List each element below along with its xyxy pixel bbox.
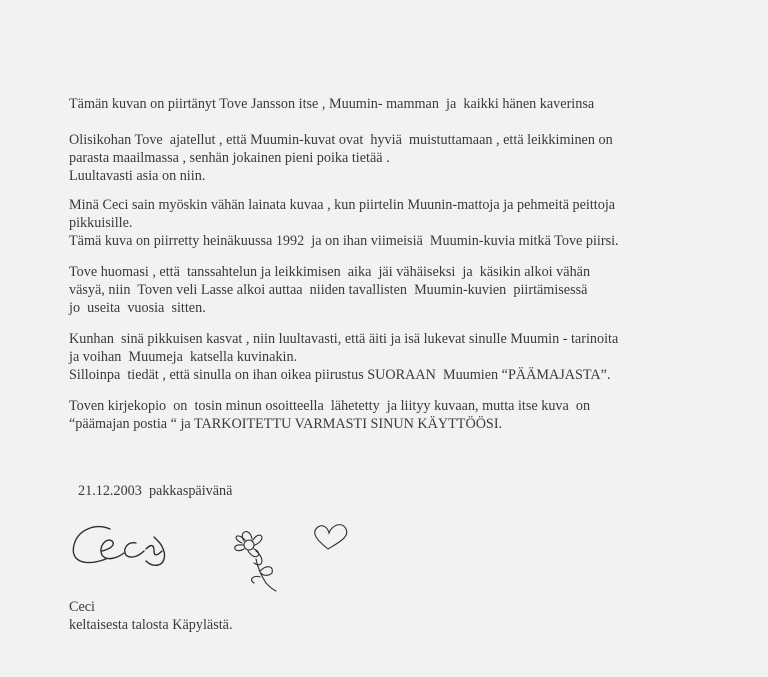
paragraph-line: Silloinpa tiedät , että sinulla on ihan oikea piirustus SUORAAN Muumien “PÄÄMAJASTA”. (69, 367, 611, 383)
sender-block (69, 598, 233, 634)
paragraph-3 (69, 196, 749, 250)
signature-letter-i (146, 546, 162, 555)
paragraph-line: ja voihan Muumeja katsella kuvinakin. (69, 349, 298, 365)
paragraph-line: Olisikohan Tove ajatellut , että Muumin-kuvat ovat hyviä muistuttamaan , että leikkiminen on (69, 132, 613, 148)
paragraph-line: Kunhan sinä pikkuisen kasvat , niin luultavasti, että äiti ja isä lukevat sinulle Muumin - tarinoita (69, 331, 619, 347)
flower-doodle-icon (235, 532, 276, 591)
paragraph-2 (69, 131, 749, 185)
paragraph-line: pikkuisille. (69, 215, 133, 231)
paragraph-6 (69, 397, 749, 433)
paragraph-line: Tämän kuvan on piirtänyt Tove Jansson itse , Muumin- mamman ja kaikki hänen kaverinsa (69, 96, 595, 112)
letter-date: 21.12.2003 pakkaspäivänä (78, 483, 233, 499)
paragraph-line: Luultavasti asia on niin. (69, 168, 206, 184)
paragraph-line: parasta maailmassa , senhän jokainen pieni poika tietää . (69, 150, 390, 166)
paragraph-line: Tove huomasi , että tanssahtelun ja leikkimisen aika jäi vähäiseksi ja käsikin alkoi vähän (69, 264, 591, 280)
paragraph-line: Minä Ceci sain myöskin vähän lainata kuvaa , kun piirtelin Muunin-mattoja ja pehmeitä peittoja (69, 197, 616, 213)
paragraph-4 (69, 263, 749, 317)
signature-letter-e (101, 540, 124, 559)
paragraph-line: “päämajan postia “ ja TARKOITETTU VARMASTI SINUN KÄYTTÖÖSI. (69, 416, 503, 432)
handwritten-signature (66, 515, 366, 595)
paragraph-line: väsyä, niin Toven veli Lasse alkoi auttaa niiden tavallisten Muumin-kuvien piirtämisessä (69, 282, 588, 298)
paragraph-5 (69, 330, 749, 384)
paragraph-line: Tämä kuva on piirretty heinäkuussa 1992 ja on ihan viimeisiä Muumin-kuvia mitkä Tove piirsi. (69, 233, 619, 249)
paragraph-1 (69, 95, 749, 113)
sender-address: keltaisesta talosta Käpylästä. (69, 617, 233, 633)
signature-letter-c2 (125, 543, 144, 557)
paragraph-line: Toven kirjekopio on tosin minun osoitteella lähetetty ja liityy kuvaan, mutta itse kuva on (69, 398, 591, 414)
sender-name: Ceci (69, 599, 95, 615)
heart-doodle-icon (315, 525, 347, 549)
paragraph-line: jo useita vuosia sitten. (69, 300, 206, 316)
